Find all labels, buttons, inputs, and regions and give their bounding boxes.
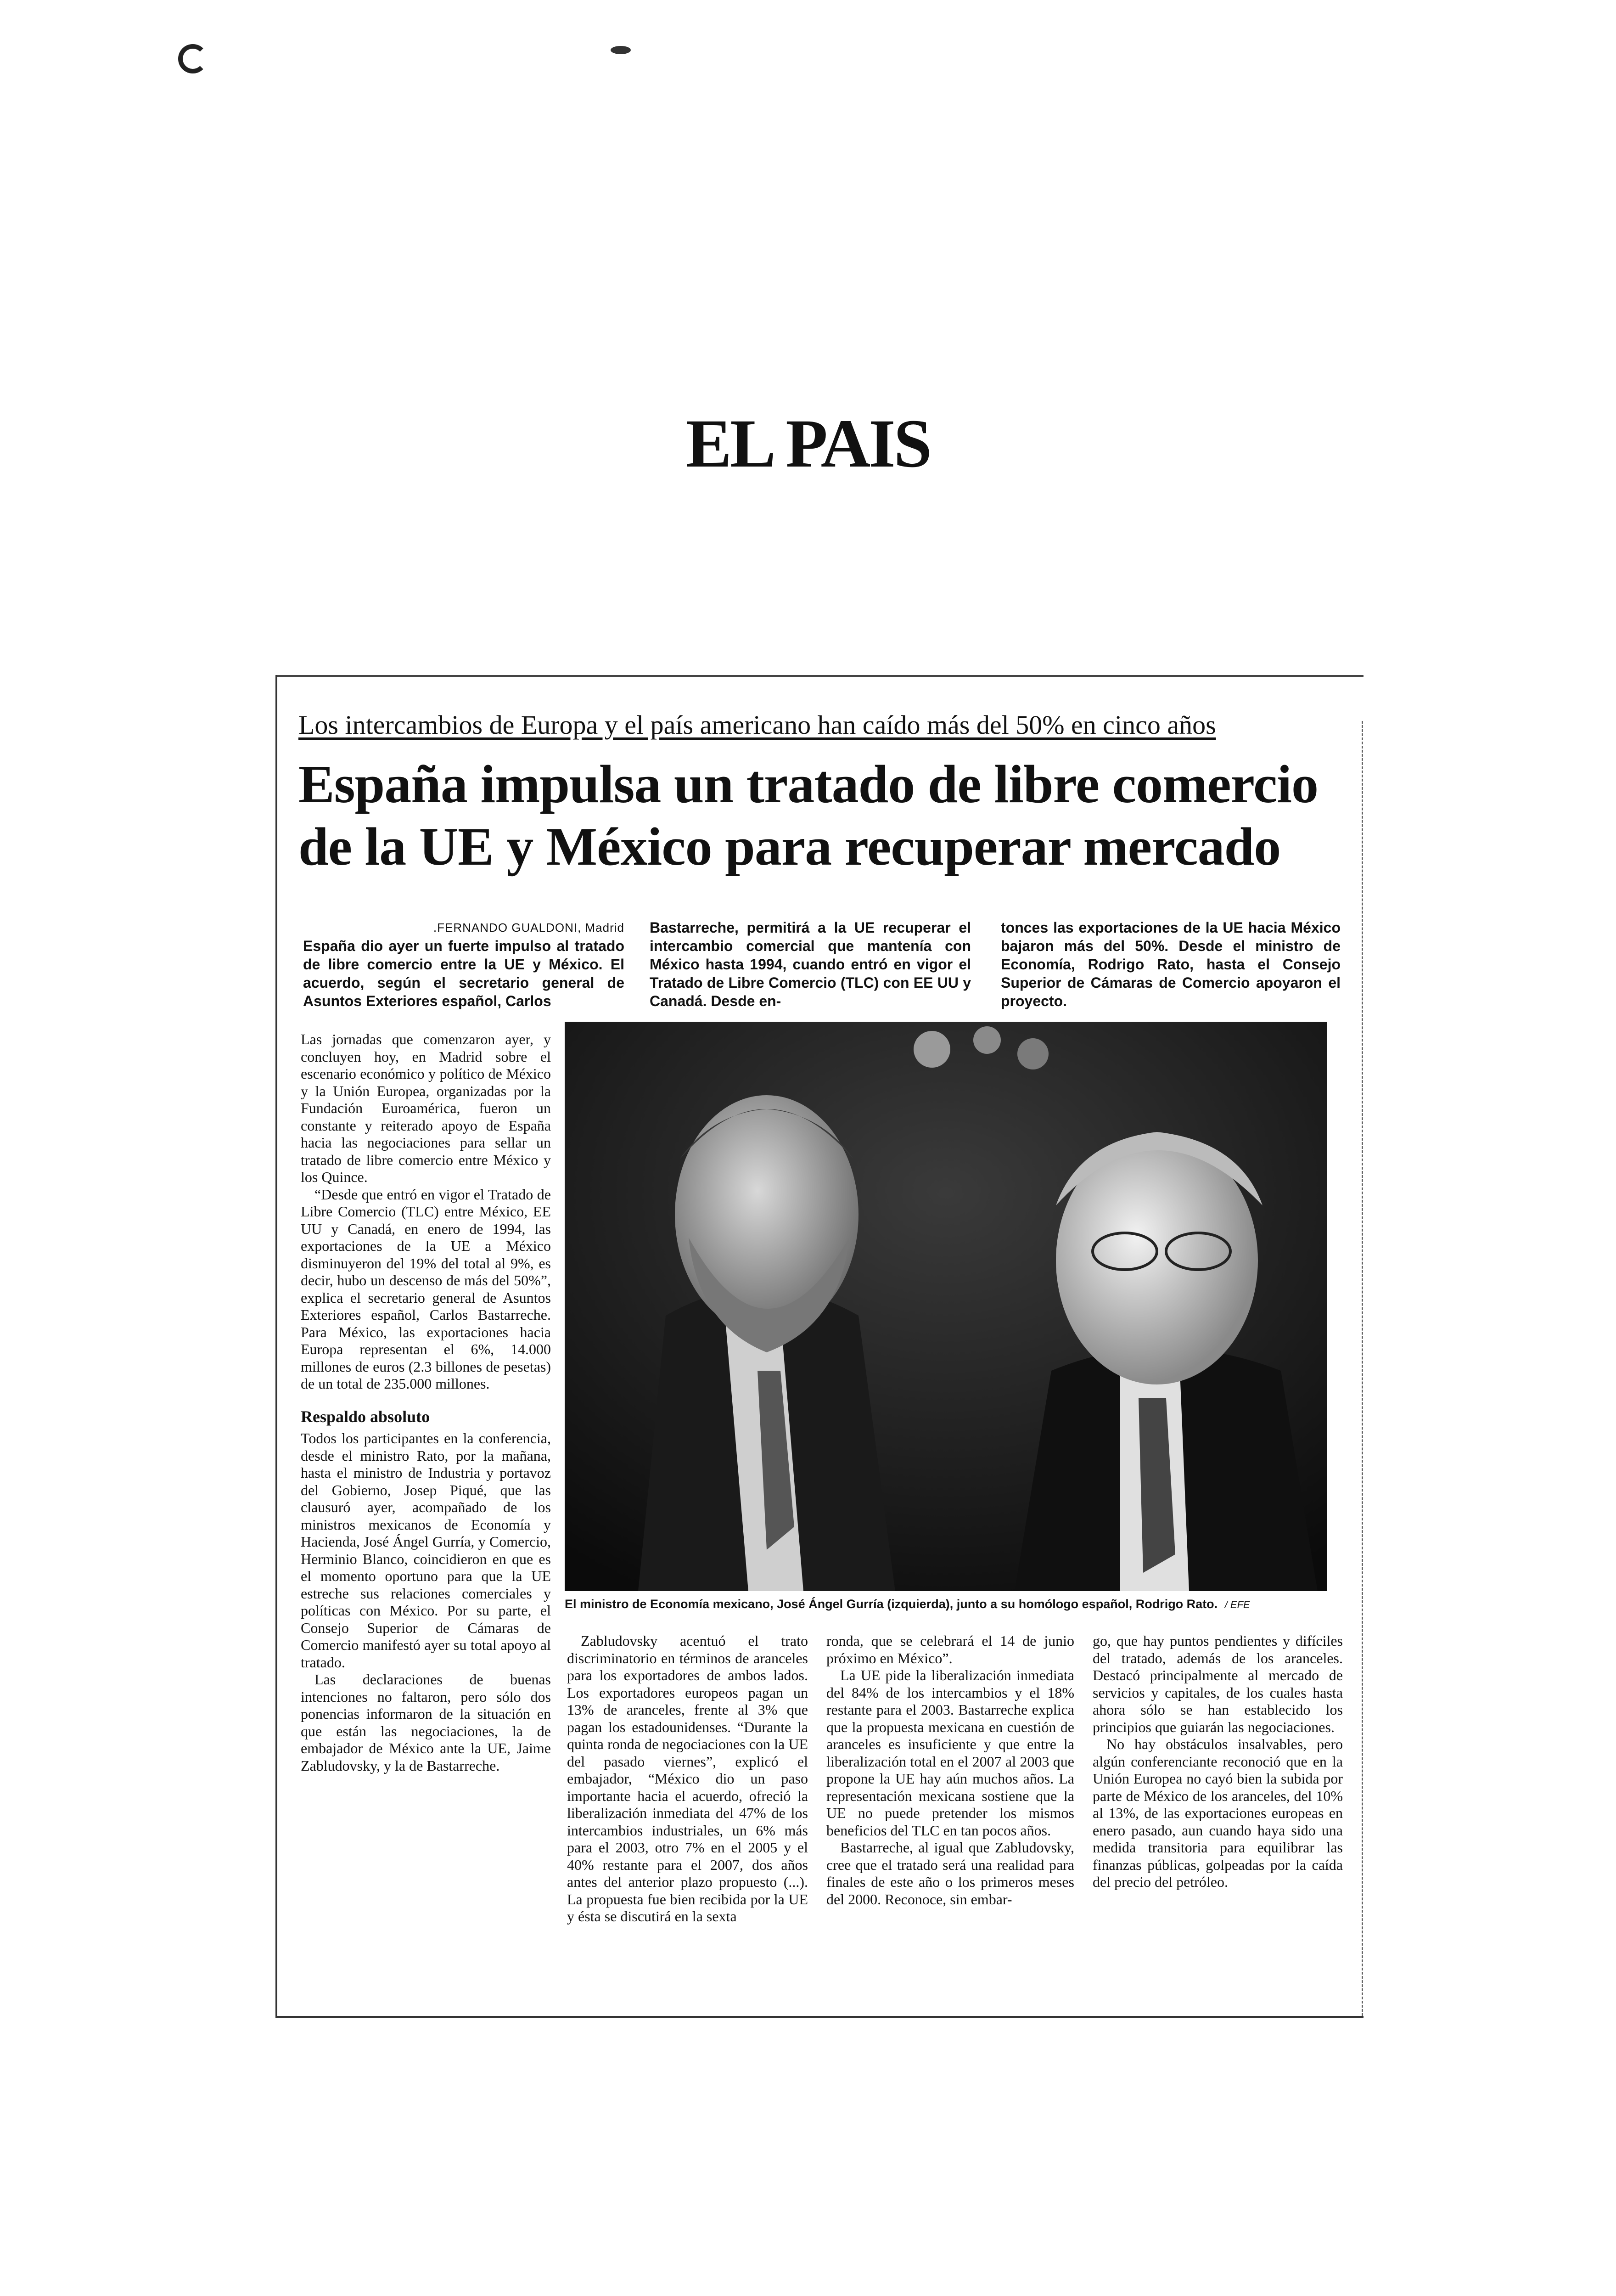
- paragraph: Bastarreche, al igual que Zabludovsky, cree que el tratado será una realidad para finales de este año o los primeros meses del 2000. Reconoce, sin embar-: [826, 1839, 1074, 1908]
- photo-illustration: [565, 1022, 1327, 1591]
- photo-caption: [565, 1597, 1345, 1611]
- frame-border: [275, 675, 1364, 677]
- body-column: [567, 1632, 808, 1925]
- lead-text: Bastarreche, permitirá a la UE recuperar el intercambio comercial que mantenía con México hasta 1994, cuando entró en vigor el Tratado de Libre Comercio (TLC) con EE UU y Canadá. Desde en-: [650, 919, 971, 1009]
- paragraph: No hay obstáculos insalvables, pero algún conferenciante reconoció que en la Unión Europea no cayó bien la subida por parte de México de los aranceles, del 10% al 13%, de las exportaciones europeas en enero pasado, aun cuando haya sido una medida transitoria para equilibrar las finanzas públicas, golpeadas por la caída del precio del petróleo.: [1093, 1736, 1343, 1890]
- paragraph: La UE pide la liberalización inmediata del 84% de los intercambios y el 18% restante para el 2003. Bastarreche explica que la propuesta mexicana en cuestión de aranceles es insuficiente y que entre la liberalización total en el 2007 al 2003 que propone la UE hay aún muchos años. La representación mexicana sostiene que la UE no puede pretender los mismos beneficios del TLC en tan pocos años.: [826, 1667, 1074, 1839]
- frame-border: [275, 675, 277, 2016]
- scan-mark: [178, 44, 208, 73]
- body-column: [826, 1632, 1074, 1908]
- body-column: [1093, 1632, 1343, 1891]
- headline: [298, 753, 1354, 878]
- subheading: Respaldo absoluto: [301, 1407, 430, 1426]
- headline-line: España impulsa un tratado de libre comercio: [298, 754, 1319, 814]
- lead-text: tonces las exportaciones de la UE hacia México bajaron más del 50%. Desde el ministro de Economía, Rodrigo Rato, hasta el Consejo Superior de Cámaras de Comercio apoyaron el proyecto.: [1001, 919, 1341, 1009]
- paragraph: Zabludovsky acentuó el trato discriminatorio en términos de aranceles para los exportadores de ambos lados. Los exportadores europeos pagan un 13% de aranceles, frente al 3% que pagan los estadounidenses. “Durante la quinta ronda de negociaciones con la UE del pasado viernes”, explicó el embajador, “México dio un paso importante hacia el acuerdo, ofreció la liberalización inmediata del 47% de los intercambios industriales, un 6% más para el 2003, otro 7% en el 2005 y el 40% restante para el 2007, dos años antes del anterior plazo propuesto (...). La propuesta fue bien recibida por la UE y ésta se discutirá en la sexta: [567, 1632, 808, 1925]
- lead-text: España dio ayer un fuerte impulso al tratado de libre comercio entre la UE y México. El acuerdo, según el secretario general de Asuntos Exteriores español, Carlos: [303, 938, 624, 1009]
- masthead: EL PAIS: [686, 405, 930, 482]
- photo-credit: / EFE: [1224, 1599, 1250, 1610]
- news-photo: [565, 1022, 1327, 1591]
- frame-border: [1362, 721, 1363, 2016]
- scan-mark: [611, 46, 631, 54]
- paragraph: ronda, que se celebrará el 14 de junio próximo en México”.: [826, 1632, 1074, 1666]
- paragraph: Todos los participantes en la conferencia, desde el ministro Rato, por la mañana, hasta el ministro de Industria y portavoz del Gobierno, Josep Piqué, que las clausuró ayer, acompañado de los ministros mexicanos de Economía y Hacienda, José Ángel Gurría, y Comercio, Herminio Blanco, coincidieron en que es el momento oportuno para que la UE estreche sus relaciones comerciales y políticas con México. Por su parte, el Consejo Superior de Cámaras de Comercio manifestó ayer su total apoyo al tratado.: [301, 1430, 551, 1671]
- byline: .FERNANDO GUALDONI, Madrid: [433, 921, 624, 934]
- lead-column: [1001, 918, 1341, 1010]
- paragraph: go, que hay puntos pendientes y difíciles del tratado, además de los aranceles. Destacó principalmente al mercado de servicios y capitales, de los cuales hasta ahora sólo se han establecido los principios que guiarán las negociaciones.: [1093, 1632, 1343, 1735]
- body-column: [301, 1031, 551, 1774]
- frame-border: [275, 2016, 1364, 2018]
- paragraph: Las jornadas que comenzaron ayer, y concluyen hoy, en Madrid sobre el escenario económico y político de México y la Unión Europea, organizadas por la Fundación Euroamérica, fueron un constante y reiterado apoyo de España hacia las negociaciones para sellar un tratado de libre comercio entre México y los Quince.: [301, 1031, 551, 1185]
- paragraph: “Desde que entró en vigor el Tratado de Libre Comercio (TLC) entre México, EE UU y Canadá, en enero de 1994, las exportaciones de la UE a México disminuyeron del 19% del total al 9%, es decir, hubo un descenso de más del 50%”, explica el secretario general de Asuntos Exteriores español, Carlos Bastarreche. Para México, las exportaciones hacia Europa representan el 6%, 14.000 millones de euros (2.3 billones de pesetas) de un total de 235.000 millones.: [301, 1186, 551, 1392]
- paragraph: Las declaraciones de buenas intenciones no faltaron, pero sólo dos ponencias informaron de la situación en que están las negociaciones, la de embajador de México ante la UE, Jaime Zabludovsky, y la de Bastarreche.: [301, 1671, 551, 1774]
- lead-column: [650, 918, 971, 1010]
- headline-line: de la UE y México para recuperar mercado: [298, 816, 1281, 877]
- kicker: Los intercambios de Europa y el país americano han caído más del 50% en cinco años: [298, 710, 1216, 740]
- lead-column: [303, 918, 624, 1010]
- caption-text: El ministro de Economía mexicano, José Ángel Gurría (izquierda), junto a su homólogo español, Rodrigo Rato.: [565, 1597, 1218, 1611]
